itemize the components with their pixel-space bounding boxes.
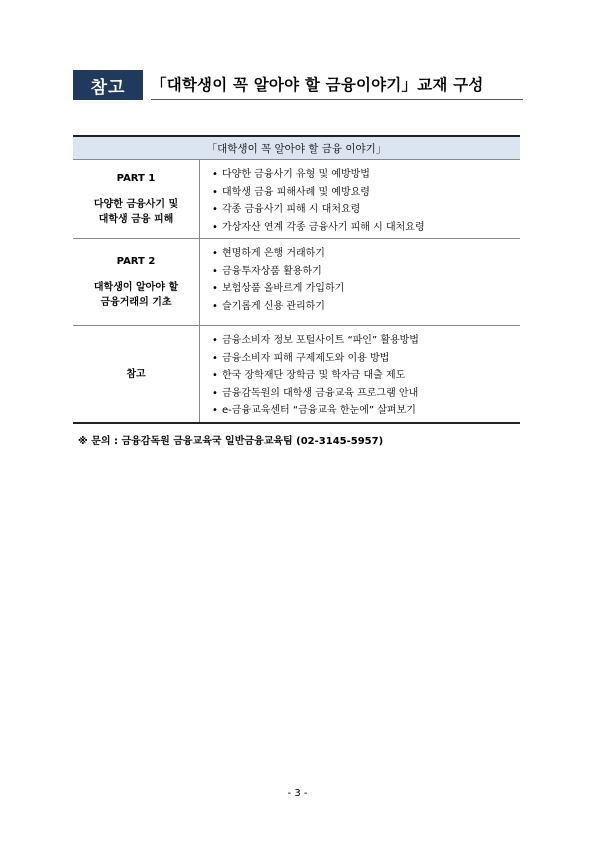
reference-label-cell <box>73 326 200 422</box>
contact-note: ※ 문의 : 금융감독원 금융교육국 일반금융교육팀 (02-3145-5957) <box>78 436 384 447</box>
bullet-icon: • <box>212 405 218 416</box>
bullet-icon: • <box>212 283 218 294</box>
part1-title-line1: 다양한 금융사기 및 <box>93 199 179 210</box>
reference-items <box>200 326 520 422</box>
bullet-icon: • <box>212 370 218 381</box>
bullet-icon: • <box>212 248 218 259</box>
part2-number: PART 2 <box>116 256 156 267</box>
list-item: • 금융투자상품 활용하기 <box>212 263 520 281</box>
bullet-icon: • <box>212 300 218 312</box>
bullet-icon: • <box>212 387 218 399</box>
list-item: • 금융소비자 정보 포털사이트 “파인” 활용방법 <box>212 332 520 350</box>
title-underline <box>151 99 523 100</box>
bullet-icon: • <box>212 335 218 346</box>
part1-title-line2: 대학생 금융 피해 <box>98 214 174 225</box>
part2-label-cell <box>73 239 200 325</box>
contents-table <box>73 135 520 424</box>
part2-title-line1: 대학생이 알아야 할 <box>93 282 179 293</box>
part1-label-cell <box>73 160 200 238</box>
part2-items <box>200 239 520 325</box>
part1-number: PART 1 <box>116 173 156 184</box>
section-title: 「대학생이 꼭 알아야 할 금융이야기」교재 구성 <box>151 76 484 94</box>
bullet-icon: • <box>212 186 218 198</box>
list-item: • 슬기롭게 신용 관리하기 <box>212 298 520 316</box>
list-item: • 각종 금융사기 피해 시 대처요령 <box>212 201 520 219</box>
table-heading: 「대학생이 꼭 알아야 할 금융 이야기」 <box>73 137 520 160</box>
bullet-icon: • <box>212 169 218 180</box>
list-item: • e-금융교육센터 “금융교육 한눈에” 살펴보기 <box>212 402 520 420</box>
list-item: • 다양한 금융사기 유형 및 예방방법 <box>212 166 520 184</box>
list-item: • 금융감독원의 대학생 금융교육 프로그램 안내 <box>212 385 520 403</box>
table-row-reference <box>73 326 520 422</box>
bullet-icon: • <box>212 352 218 364</box>
list-item: • 현명하게 은행 거래하기 <box>212 245 520 263</box>
list-item: • 금융소비자 피해 구제제도와 이용 방법 <box>212 350 520 368</box>
bullet-icon: • <box>212 265 218 277</box>
list-item: • 대학생 금융 피해사례 및 예방요령 <box>212 184 520 202</box>
bullet-icon: • <box>212 204 218 215</box>
table-row-part2 <box>73 239 520 326</box>
list-item: • 한국 장학재단 장학금 및 학자금 대출 제도 <box>212 367 520 385</box>
part1-items <box>200 160 520 238</box>
table-row-part1 <box>73 160 520 239</box>
reference-badge: 참고 <box>73 70 143 100</box>
list-item: • 보험상품 올바르게 가입하기 <box>212 280 520 298</box>
bullet-icon: • <box>212 221 218 233</box>
section-header <box>73 70 523 100</box>
list-item: • 가상자산 연계 각종 금융사기 피해 시 대처요령 <box>212 219 520 237</box>
part2-title-line2: 금융거래의 기초 <box>100 297 172 308</box>
reference-title: 참고 <box>126 368 146 380</box>
page-number: - 3 - <box>287 788 308 799</box>
